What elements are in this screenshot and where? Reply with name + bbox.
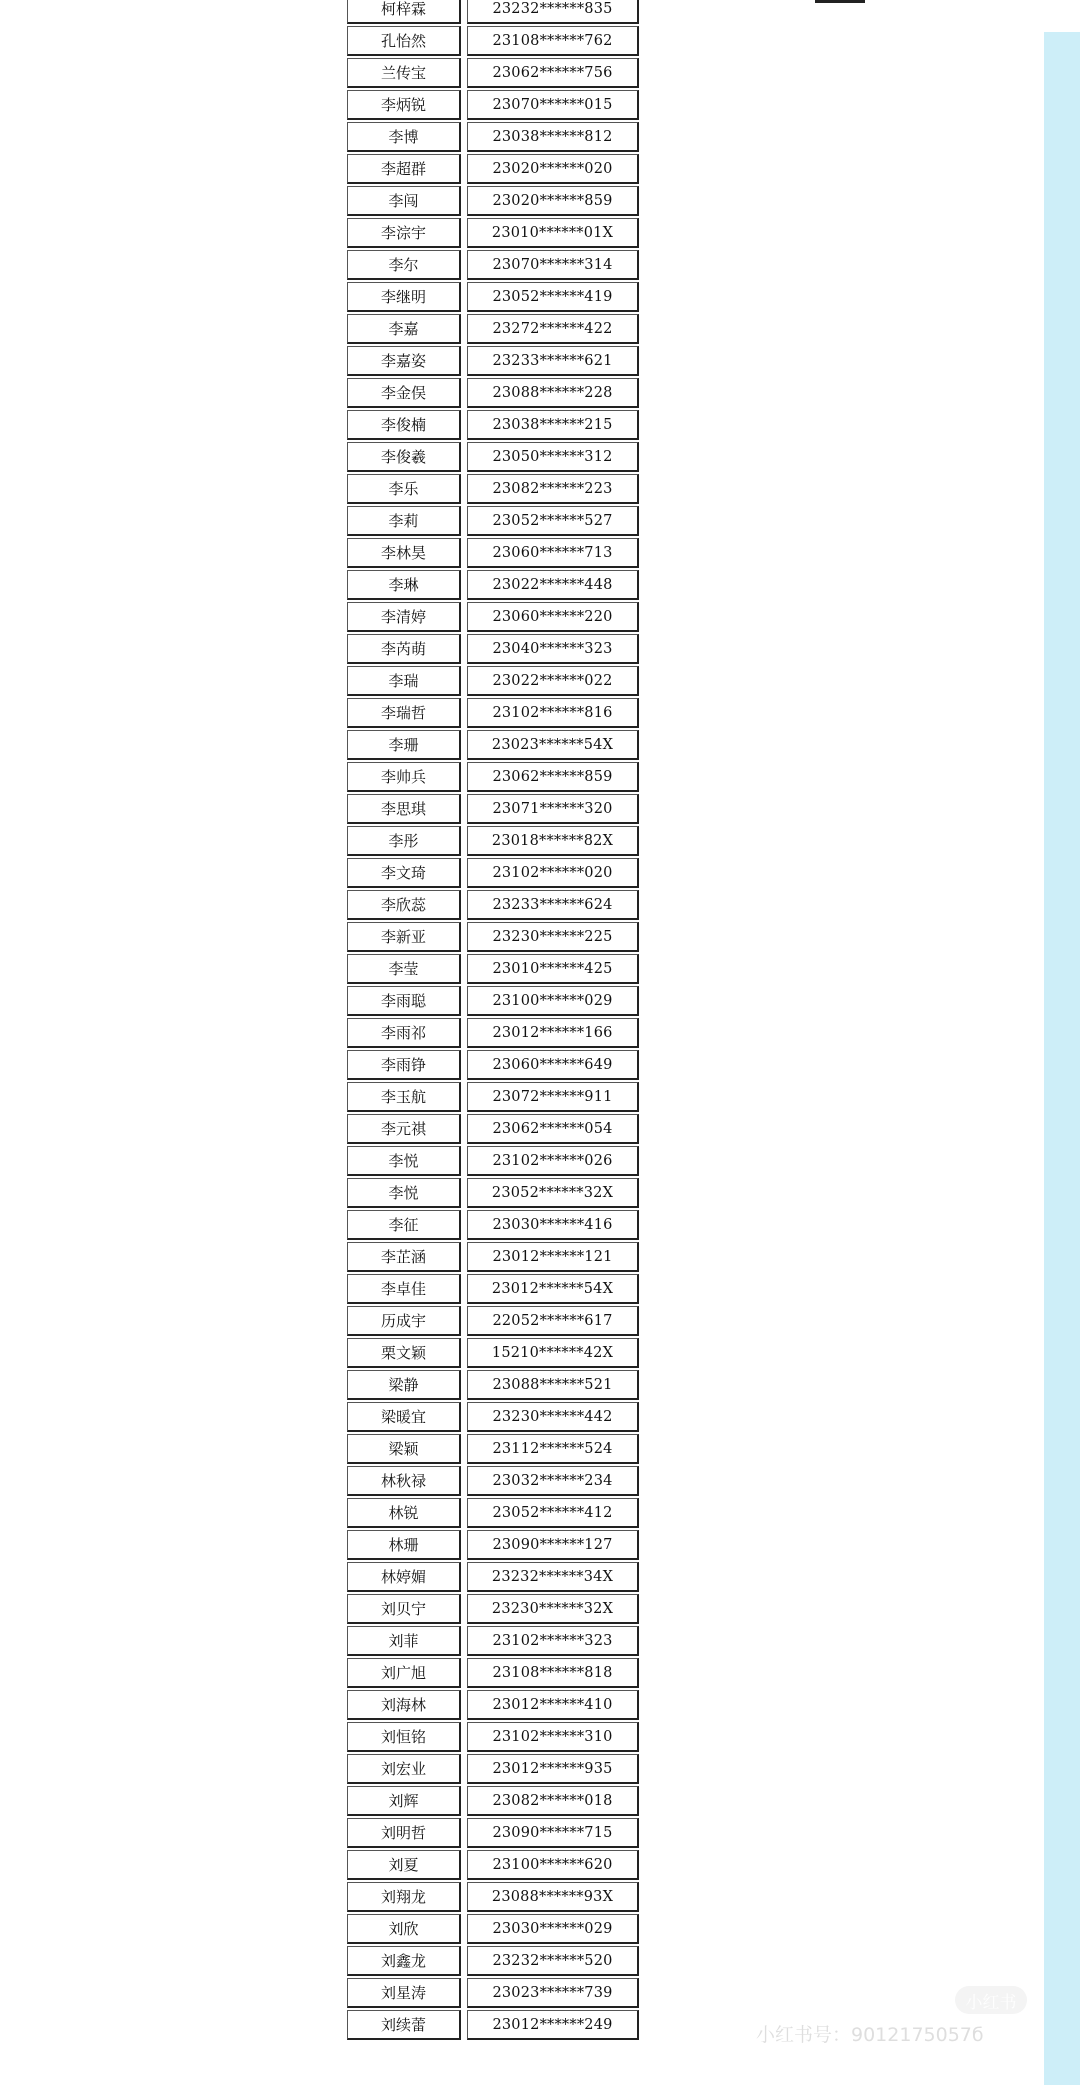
id-number-cell: 23232******34X bbox=[467, 1562, 639, 1592]
watermark-logo: 小红书 bbox=[955, 1986, 1027, 2014]
table-row bbox=[344, 1816, 646, 1848]
roster-rows bbox=[344, 0, 646, 2040]
table-row bbox=[344, 1336, 646, 1368]
table-row bbox=[344, 984, 646, 1016]
table-row bbox=[344, 184, 646, 216]
name-cell: 刘夏 bbox=[347, 1850, 461, 1880]
id-number-cell: 23102******323 bbox=[467, 1626, 639, 1656]
name-cell: 刘宏业 bbox=[347, 1754, 461, 1784]
id-number-cell: 23052******32X bbox=[467, 1178, 639, 1208]
name-cell: 李芷涵 bbox=[347, 1242, 461, 1272]
id-number-cell: 23060******649 bbox=[467, 1050, 639, 1080]
table-row bbox=[344, 0, 646, 24]
table-row bbox=[344, 1048, 646, 1080]
name-cell: 李欣蕊 bbox=[347, 890, 461, 920]
id-number-cell: 23090******715 bbox=[467, 1818, 639, 1848]
table-row bbox=[344, 536, 646, 568]
name-cell: 孔怡然 bbox=[347, 26, 461, 56]
name-cell: 李瑞 bbox=[347, 666, 461, 696]
table-row bbox=[344, 1880, 646, 1912]
name-cell: 李金俣 bbox=[347, 378, 461, 408]
name-cell: 林秋禄 bbox=[347, 1466, 461, 1496]
name-cell: 李尔 bbox=[347, 250, 461, 280]
id-number-cell: 23012******166 bbox=[467, 1018, 639, 1048]
id-number-cell: 23082******018 bbox=[467, 1786, 639, 1816]
id-number-cell: 23022******448 bbox=[467, 570, 639, 600]
name-cell: 李雨铮 bbox=[347, 1050, 461, 1080]
id-number-cell: 23108******762 bbox=[467, 26, 639, 56]
id-number-cell: 23102******020 bbox=[467, 858, 639, 888]
name-cell: 梁静 bbox=[347, 1370, 461, 1400]
name-cell: 李炳锐 bbox=[347, 90, 461, 120]
table-row bbox=[344, 216, 646, 248]
table-row bbox=[344, 440, 646, 472]
name-cell: 李嘉姿 bbox=[347, 346, 461, 376]
id-number-cell: 23233******621 bbox=[467, 346, 639, 376]
table-row bbox=[344, 1272, 646, 1304]
table-row bbox=[344, 152, 646, 184]
id-number-cell: 23088******521 bbox=[467, 1370, 639, 1400]
table-row bbox=[344, 504, 646, 536]
name-cell: 柯梓霖 bbox=[347, 0, 461, 24]
name-cell: 李思琪 bbox=[347, 794, 461, 824]
table-row bbox=[344, 472, 646, 504]
table-row bbox=[344, 1432, 646, 1464]
name-cell: 刘星涛 bbox=[347, 1978, 461, 2008]
name-cell: 李琳 bbox=[347, 570, 461, 600]
name-cell: 梁颖 bbox=[347, 1434, 461, 1464]
name-cell: 刘翔龙 bbox=[347, 1882, 461, 1912]
name-cell: 李悦 bbox=[347, 1178, 461, 1208]
id-number-cell: 23071******320 bbox=[467, 794, 639, 824]
id-number-cell: 23062******756 bbox=[467, 58, 639, 88]
id-number-cell: 23072******911 bbox=[467, 1082, 639, 1112]
table-row bbox=[344, 920, 646, 952]
table-row bbox=[344, 568, 646, 600]
table-row bbox=[344, 1720, 646, 1752]
id-number-cell: 23100******620 bbox=[467, 1850, 639, 1880]
id-number-cell: 22052******617 bbox=[467, 1306, 639, 1336]
name-cell: 李悦 bbox=[347, 1146, 461, 1176]
table-row bbox=[344, 1752, 646, 1784]
name-cell: 刘辉 bbox=[347, 1786, 461, 1816]
id-number-cell: 23112******524 bbox=[467, 1434, 639, 1464]
table-row bbox=[344, 120, 646, 152]
id-number-cell: 23012******54X bbox=[467, 1274, 639, 1304]
table-row bbox=[344, 632, 646, 664]
id-number-cell: 23022******022 bbox=[467, 666, 639, 696]
name-cell: 李莹 bbox=[347, 954, 461, 984]
id-number-cell: 23230******442 bbox=[467, 1402, 639, 1432]
name-cell: 李征 bbox=[347, 1210, 461, 1240]
id-number-cell: 23060******220 bbox=[467, 602, 639, 632]
table-row bbox=[344, 24, 646, 56]
name-cell: 林珊 bbox=[347, 1530, 461, 1560]
table-row bbox=[344, 1592, 646, 1624]
table-row bbox=[344, 56, 646, 88]
name-cell: 李淙宇 bbox=[347, 218, 461, 248]
name-cell: 刘续蕾 bbox=[347, 2010, 461, 2040]
name-cell: 李嘉 bbox=[347, 314, 461, 344]
table-row bbox=[344, 824, 646, 856]
id-number-cell: 23020******859 bbox=[467, 186, 639, 216]
name-cell: 李闯 bbox=[347, 186, 461, 216]
id-number-cell: 23230******225 bbox=[467, 922, 639, 952]
table-row bbox=[344, 376, 646, 408]
right-side-strip bbox=[1044, 32, 1080, 2085]
name-cell: 林锐 bbox=[347, 1498, 461, 1528]
table-row bbox=[344, 1624, 646, 1656]
table-row bbox=[344, 88, 646, 120]
table-row bbox=[344, 952, 646, 984]
id-number-cell: 23082******223 bbox=[467, 474, 639, 504]
name-cell: 李彤 bbox=[347, 826, 461, 856]
table-row bbox=[344, 888, 646, 920]
id-number-cell: 23052******412 bbox=[467, 1498, 639, 1528]
name-cell: 李超群 bbox=[347, 154, 461, 184]
name-cell: 李新亚 bbox=[347, 922, 461, 952]
top-edge-mark bbox=[815, 0, 865, 3]
id-number-cell: 23088******93X bbox=[467, 1882, 639, 1912]
table-row bbox=[344, 600, 646, 632]
table-row bbox=[344, 1656, 646, 1688]
table-row bbox=[344, 856, 646, 888]
table-row bbox=[344, 728, 646, 760]
table-row bbox=[344, 1016, 646, 1048]
table-row bbox=[344, 1560, 646, 1592]
id-number-cell: 23010******01X bbox=[467, 218, 639, 248]
id-number-cell: 23233******624 bbox=[467, 890, 639, 920]
id-number-cell: 23030******029 bbox=[467, 1914, 639, 1944]
name-cell: 李雨聪 bbox=[347, 986, 461, 1016]
name-cell: 李芮萌 bbox=[347, 634, 461, 664]
name-cell: 刘欣 bbox=[347, 1914, 461, 1944]
id-number-cell: 23062******054 bbox=[467, 1114, 639, 1144]
name-cell: 林婷媚 bbox=[347, 1562, 461, 1592]
name-cell: 梁暖宜 bbox=[347, 1402, 461, 1432]
table-row bbox=[344, 1976, 646, 2008]
id-number-cell: 23023******739 bbox=[467, 1978, 639, 2008]
table-row bbox=[344, 344, 646, 376]
id-number-cell: 15210******42X bbox=[467, 1338, 639, 1368]
id-number-cell: 23023******54X bbox=[467, 730, 639, 760]
table-row bbox=[344, 248, 646, 280]
table-row bbox=[344, 1688, 646, 1720]
name-cell: 李玉航 bbox=[347, 1082, 461, 1112]
name-cell: 刘恒铭 bbox=[347, 1722, 461, 1752]
name-cell: 刘鑫龙 bbox=[347, 1946, 461, 1976]
table-row bbox=[344, 696, 646, 728]
name-cell: 刘菲 bbox=[347, 1626, 461, 1656]
table-row bbox=[344, 1368, 646, 1400]
id-number-cell: 23010******425 bbox=[467, 954, 639, 984]
table-row bbox=[344, 1112, 646, 1144]
table-row bbox=[344, 1848, 646, 1880]
id-number-cell: 23030******416 bbox=[467, 1210, 639, 1240]
id-number-cell: 23102******816 bbox=[467, 698, 639, 728]
name-cell: 李林昊 bbox=[347, 538, 461, 568]
name-cell: 李博 bbox=[347, 122, 461, 152]
watermark-text: 小红书号：9012175057б bbox=[756, 2024, 984, 2046]
name-cell: 李文琦 bbox=[347, 858, 461, 888]
name-cell: 李继明 bbox=[347, 282, 461, 312]
name-cell: 兰传宝 bbox=[347, 58, 461, 88]
name-cell: 李元祺 bbox=[347, 1114, 461, 1144]
id-number-cell: 23102******310 bbox=[467, 1722, 639, 1752]
table-row bbox=[344, 408, 646, 440]
id-number-cell: 23230******32X bbox=[467, 1594, 639, 1624]
id-number-cell: 23050******312 bbox=[467, 442, 639, 472]
id-number-cell: 23032******234 bbox=[467, 1466, 639, 1496]
id-number-cell: 23062******859 bbox=[467, 762, 639, 792]
name-cell: 刘贝宁 bbox=[347, 1594, 461, 1624]
name-cell: 刘海林 bbox=[347, 1690, 461, 1720]
id-number-cell: 23232******835 bbox=[467, 0, 639, 24]
id-number-cell: 23020******020 bbox=[467, 154, 639, 184]
id-number-cell: 23272******422 bbox=[467, 314, 639, 344]
table-row bbox=[344, 1208, 646, 1240]
id-number-cell: 23070******314 bbox=[467, 250, 639, 280]
table-row bbox=[344, 2008, 646, 2040]
id-number-cell: 23038******812 bbox=[467, 122, 639, 152]
id-number-cell: 23012******935 bbox=[467, 1754, 639, 1784]
name-cell: 栗文颖 bbox=[347, 1338, 461, 1368]
table-row bbox=[344, 1080, 646, 1112]
table-row bbox=[344, 664, 646, 696]
id-number-cell: 23052******419 bbox=[467, 282, 639, 312]
id-number-cell: 23100******029 bbox=[467, 986, 639, 1016]
name-cell: 李俊羲 bbox=[347, 442, 461, 472]
table-row bbox=[344, 1496, 646, 1528]
id-number-cell: 23070******015 bbox=[467, 90, 639, 120]
id-number-cell: 23012******249 bbox=[467, 2010, 639, 2040]
name-cell: 李卓佳 bbox=[347, 1274, 461, 1304]
id-number-cell: 23040******323 bbox=[467, 634, 639, 664]
name-cell: 李俊楠 bbox=[347, 410, 461, 440]
id-number-cell: 23012******410 bbox=[467, 1690, 639, 1720]
table-row bbox=[344, 1240, 646, 1272]
id-number-cell: 23102******026 bbox=[467, 1146, 639, 1176]
table-row bbox=[344, 312, 646, 344]
name-cell: 李帅兵 bbox=[347, 762, 461, 792]
roster-table bbox=[344, 0, 646, 2085]
table-row bbox=[344, 280, 646, 312]
table-row bbox=[344, 1784, 646, 1816]
name-cell: 李雨祁 bbox=[347, 1018, 461, 1048]
table-row bbox=[344, 1176, 646, 1208]
id-number-cell: 23090******127 bbox=[467, 1530, 639, 1560]
table-row bbox=[344, 1944, 646, 1976]
id-number-cell: 23088******228 bbox=[467, 378, 639, 408]
table-row bbox=[344, 1912, 646, 1944]
id-number-cell: 23108******818 bbox=[467, 1658, 639, 1688]
id-number-cell: 23038******215 bbox=[467, 410, 639, 440]
id-number-cell: 23018******82X bbox=[467, 826, 639, 856]
table-row bbox=[344, 792, 646, 824]
table-row bbox=[344, 1464, 646, 1496]
table-row bbox=[344, 1400, 646, 1432]
table-row bbox=[344, 1144, 646, 1176]
table-row bbox=[344, 1304, 646, 1336]
table-row bbox=[344, 1528, 646, 1560]
name-cell: 李乐 bbox=[347, 474, 461, 504]
name-cell: 刘明哲 bbox=[347, 1818, 461, 1848]
name-cell: 李珊 bbox=[347, 730, 461, 760]
name-cell: 李瑞哲 bbox=[347, 698, 461, 728]
table-row bbox=[344, 760, 646, 792]
name-cell: 李清婷 bbox=[347, 602, 461, 632]
name-cell: 历成宇 bbox=[347, 1306, 461, 1336]
name-cell: 李莉 bbox=[347, 506, 461, 536]
id-number-cell: 23060******713 bbox=[467, 538, 639, 568]
id-number-cell: 23052******527 bbox=[467, 506, 639, 536]
id-number-cell: 23012******121 bbox=[467, 1242, 639, 1272]
name-cell: 刘广旭 bbox=[347, 1658, 461, 1688]
id-number-cell: 23232******520 bbox=[467, 1946, 639, 1976]
